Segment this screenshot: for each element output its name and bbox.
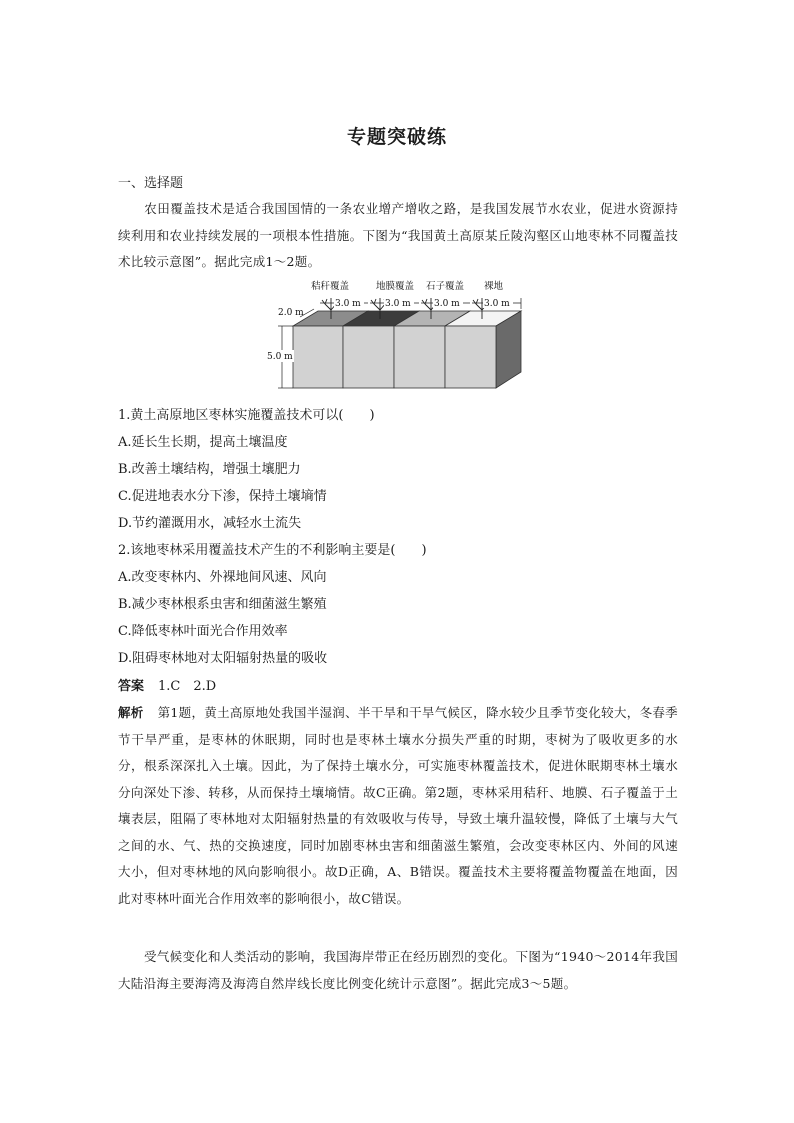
option-item: D.阻碍枣林地对太阳辐射热量的吸收: [118, 651, 328, 666]
option-item: B.改善土壤结构，增强土壤肥力: [118, 462, 301, 477]
label-stone: 石子覆盖: [426, 281, 465, 292]
question-stem: 1.黄土高原地区枣林实施覆盖技术可以( ): [118, 408, 375, 423]
option-item: C.降低枣林叶面光合作用效率: [118, 624, 288, 639]
width-label-1: 3.0 m: [335, 299, 361, 309]
intro-paragraph-1: [118, 196, 678, 276]
label-straw: 秸秆覆盖: [311, 281, 350, 292]
analysis-paragraph: [118, 700, 678, 912]
intro-paragraph-1-text: 农田覆盖技术是适合我国国情的一条农业增产增收之路，是我国发展节水农业，促进水资源持续利用和农业持续发展的一项根本性措施。下图为“我国黄土高原某丘陵沟壑区山地枣林不同覆盖技术比较示意图”。据此完成1～2题。: [118, 201, 678, 269]
answer-text: 1.C 2.D: [158, 679, 217, 694]
question-list: [118, 402, 678, 672]
answer-label: 答案: [118, 679, 145, 694]
section-title: 一、选择题: [118, 176, 184, 191]
option-item: B.减少枣林根系虫害和细菌滋生繁殖: [118, 597, 327, 612]
front-bare: [445, 326, 496, 388]
analysis-label: 解析: [118, 705, 144, 720]
analysis-text: 第1题，黄土高原地处我国半湿润、半干旱和干旱气候区，降水较少且季节变化较大，冬春季节干旱严重，是枣林的休眠期，同时也是枣林土壤水分损失严重的时期，枣树为了吸收更多的水分，根系深深扎入土壤。因此，为了保持土壤水分，可实施枣林覆盖技术，促进休眠期枣林土壤水分向深处下渗、转移，从而保持土壤墒情。故C正确。第2题，枣林采用秸秆、地膜、石子覆盖于土壤表层，阻隔了枣林地对太阳辐射热量的有效吸收与传导，导致土壤升温较慢，降低了土壤与大气之间的水、气、热的交换速度，同时加剧枣林虫害和细菌滋生繁殖，会改变枣林区内、外间的风速大小，但对枣林地的风向影响很小。故D正确，A、B错误。覆盖技术主要将覆盖物覆盖在地面，因此对枣林叶面光合作用效率的影响很小，故C错误。: [118, 705, 678, 906]
width-label-2: 3.0 m: [385, 299, 411, 309]
front-straw: [293, 326, 343, 388]
width-label-4: 3.0 m: [484, 299, 510, 309]
width-label-3: 3.0 m: [434, 299, 460, 309]
option-item: A.延长生长期，提高土壤温度: [118, 435, 288, 450]
intro-paragraph-2: [118, 944, 678, 997]
answer-line: [118, 676, 216, 698]
option-item: A.改变枣林内、外裸地间风速、风向: [118, 570, 327, 585]
option-item: D.节约灌溉用水，减轻水土流失: [118, 516, 302, 531]
page-title: 专题突破练: [346, 126, 447, 148]
option-item: C.促进地表水分下渗，保持土壤墒情: [118, 489, 327, 504]
front-film: [343, 326, 394, 388]
intro-paragraph-2-text: 受气候变化和人类活动的影响，我国海岸带正在经历剧烈的变化。下图为“1940～2014年我国大陆沿海主要海湾及海湾自然岸线长度比例变化统计示意图”。据此完成3～5题。: [118, 949, 678, 991]
label-bare: 裸地: [484, 281, 504, 292]
front-stone: [394, 326, 445, 388]
coverage-comparison-diagram: [262, 276, 524, 392]
question-stem: 2.该地枣林采用覆盖技术产生的不利影响主要是( ): [118, 543, 427, 558]
label-film: 地膜覆盖: [376, 281, 415, 292]
height-label: 5.0 m: [267, 352, 293, 362]
depth-label: 2.0 m: [278, 308, 304, 318]
